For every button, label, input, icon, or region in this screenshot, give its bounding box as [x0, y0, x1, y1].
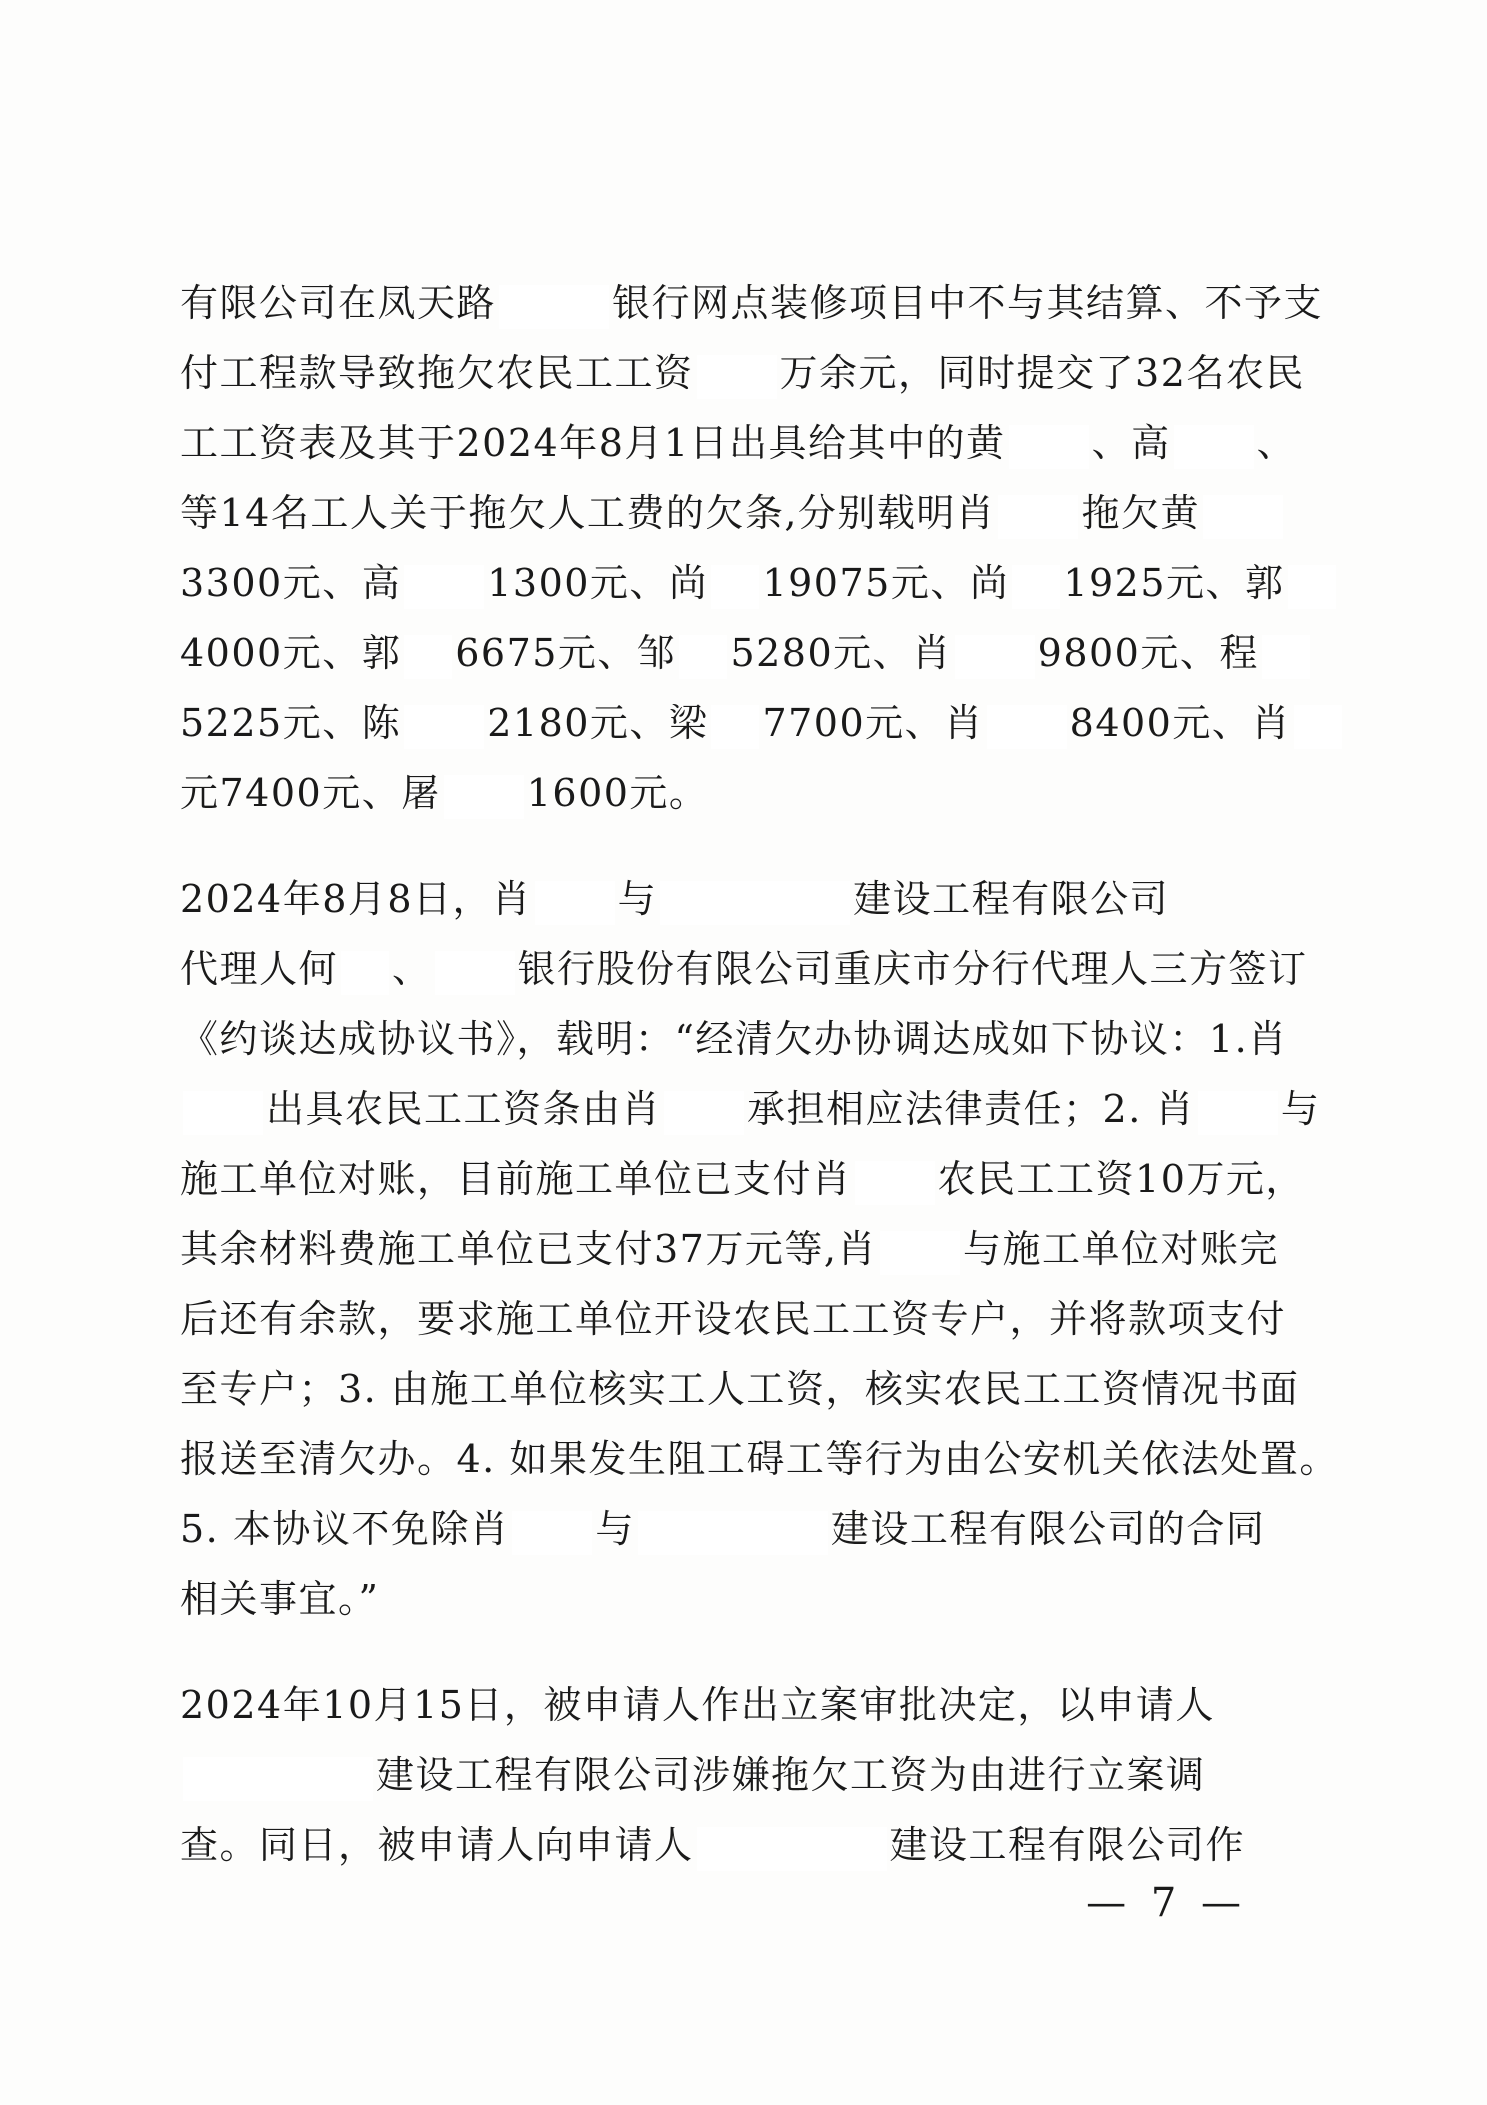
text-line — [180, 1424, 1339, 1494]
text-segment: 3300元、高 — [180, 561, 402, 605]
redaction — [679, 635, 727, 679]
redaction — [1198, 1091, 1278, 1135]
text-segment: 元7400元、屠 — [180, 771, 441, 815]
paragraph-gap — [180, 828, 1300, 864]
redaction — [697, 1827, 887, 1871]
text-line — [180, 338, 1305, 408]
text-line — [180, 1494, 1300, 1564]
text-segment: 承担相应法律责任；2. 肖 — [747, 1087, 1195, 1131]
text-segment: 1925元、郭 — [1063, 561, 1285, 605]
text-line — [180, 548, 1300, 618]
text-segment: 建设工程有限公司的合同 — [830, 1507, 1266, 1551]
redaction — [998, 495, 1078, 539]
text-segment: 其余材料费施工单位已支付37万元等,肖 — [180, 1227, 877, 1271]
redaction — [880, 1231, 960, 1275]
text-segment: 报送至清欠办。4. 如果发生阻工碍工等行为由公安机关依法处置。 — [180, 1437, 1339, 1481]
body-text — [180, 268, 1339, 1880]
text-segment: 施工单位对账，目前施工单位已支付肖 — [180, 1157, 852, 1201]
text-line — [180, 1564, 1300, 1634]
text-segment: 后还有余款，要求施工单位开设农民工工资专户，并将款项支付 — [180, 1297, 1287, 1341]
text-segment: 农民工工资10万元， — [937, 1157, 1305, 1201]
text-segment: 9800元、程 — [1037, 631, 1259, 675]
text-segment: 建设工程有限公司涉嫌拖欠工资为由进行立案调 — [376, 1753, 1206, 1797]
text-line — [180, 1810, 1300, 1880]
text-segment: 建设工程有限公司作 — [889, 1823, 1246, 1867]
text-segment: 《约谈达成协议书》，载明：“经清欠办协调达成如下协议：1.肖 — [180, 1017, 1288, 1061]
text-segment: 银行股份有限公司重庆市分行代理人三方签订 — [517, 947, 1308, 991]
text-segment: 、 — [1256, 421, 1297, 465]
text-segment: 有限公司在凤天路 — [180, 281, 497, 325]
text-line — [180, 1284, 1300, 1354]
text-segment: 1300元、尚 — [487, 561, 709, 605]
text-segment: 出具农民工工资条由肖 — [266, 1087, 662, 1131]
redaction — [638, 1511, 828, 1555]
page-number: — 7 — — [1086, 1880, 1247, 1926]
text-segment: 与 — [617, 877, 658, 921]
redaction — [1288, 565, 1336, 609]
text-line — [180, 864, 1300, 934]
redaction — [404, 705, 484, 749]
redaction — [711, 705, 759, 749]
redaction — [404, 635, 452, 679]
text-segment: 5280元、肖 — [730, 631, 952, 675]
redaction — [1009, 425, 1089, 469]
text-segment: 相关事宜。” — [180, 1577, 380, 1621]
redaction — [1203, 495, 1283, 539]
text-segment: 2024年8月8日，肖 — [180, 877, 532, 921]
text-segment: 7700元、肖 — [762, 701, 984, 745]
redaction — [955, 635, 1035, 679]
text-line — [180, 1740, 1300, 1810]
text-segment: 付工程款导致拖欠农民工工资 — [180, 351, 694, 395]
redaction — [512, 1511, 592, 1555]
text-segment: 、 — [392, 947, 432, 991]
text-segment: 19075元、尚 — [762, 561, 1010, 605]
redaction — [1294, 705, 1342, 749]
text-line — [180, 408, 1300, 478]
text-segment: 至专户；3. 由施工单位核实工人工资，核实农民工工资情况书面 — [180, 1367, 1300, 1411]
redaction — [499, 285, 609, 329]
redaction — [664, 1091, 744, 1135]
redaction — [535, 881, 615, 925]
text-line — [180, 688, 1300, 758]
text-segment: 5225元、陈 — [180, 701, 402, 745]
text-segment: 等14名工人关于拖欠人工费的欠条,分别载明肖 — [180, 491, 996, 535]
text-segment: 建设工程有限公司 — [853, 877, 1170, 921]
text-segment: 工工资表及其于2024年8月1日出具给其中的黄 — [180, 421, 1006, 465]
redaction — [855, 1161, 935, 1205]
text-line — [180, 1074, 1321, 1144]
redaction — [1174, 425, 1254, 469]
text-segment: 与 — [595, 1507, 635, 1551]
text-line — [180, 1214, 1300, 1284]
text-line — [180, 1670, 1300, 1740]
text-line — [180, 934, 1308, 1004]
text-segment: 8400元、肖 — [1069, 701, 1291, 745]
text-segment: 银行网点装修项目中不与其结算、不予支 — [612, 281, 1324, 325]
text-line — [180, 268, 1324, 338]
text-line — [180, 1144, 1305, 1214]
redaction — [697, 355, 777, 399]
text-segment: 代理人何 — [180, 947, 339, 991]
text-segment: 查。同日，被申请人向申请人 — [180, 1823, 694, 1867]
redaction — [987, 705, 1067, 749]
text-line — [180, 618, 1300, 688]
redaction — [404, 565, 484, 609]
redaction — [1012, 565, 1060, 609]
text-segment: 2180元、梁 — [487, 701, 709, 745]
redaction — [435, 951, 515, 995]
redaction — [711, 565, 759, 609]
text-segment: 拖欠黄 — [1081, 491, 1200, 535]
text-line — [180, 1354, 1300, 1424]
text-segment: 1600元。 — [526, 771, 709, 815]
text-segment: 5. 本协议不免除肖 — [180, 1507, 510, 1551]
text-segment: 与 — [1280, 1087, 1321, 1131]
text-segment: 4000元、郭 — [180, 631, 402, 675]
redaction — [341, 951, 389, 995]
redaction — [444, 775, 524, 819]
text-segment: 与施工单位对账完 — [962, 1227, 1279, 1271]
text-segment: 6675元、邹 — [455, 631, 677, 675]
text-line — [180, 478, 1300, 548]
text-line — [180, 1004, 1300, 1074]
redaction — [660, 881, 850, 925]
text-segment: 2024年10月15日，被申请人作出立案审批决定，以申请人 — [180, 1683, 1215, 1727]
redaction — [183, 1091, 263, 1135]
paragraph-gap — [180, 1634, 1300, 1670]
redaction — [183, 1757, 373, 1801]
text-line — [180, 758, 1300, 828]
text-segment: 、高 — [1091, 421, 1171, 465]
redaction — [1262, 635, 1310, 679]
text-segment: 万余元，同时提交了32名农民 — [779, 351, 1305, 395]
